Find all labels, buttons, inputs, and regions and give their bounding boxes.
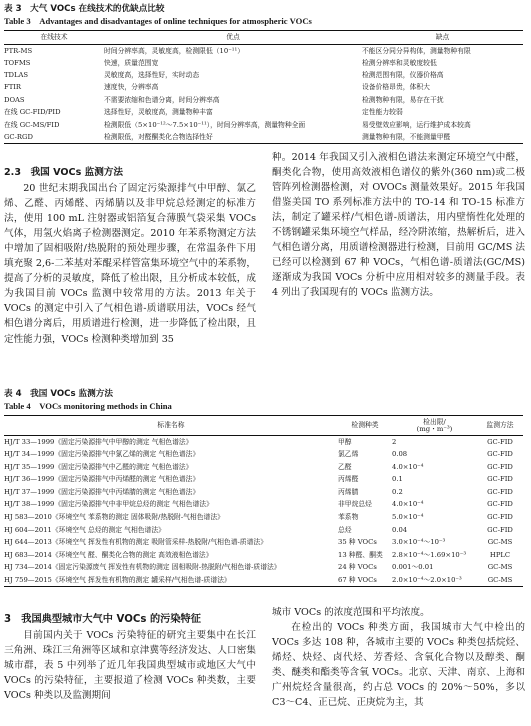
- table4-cell-detection-limit: 0.08: [392, 449, 408, 458]
- table4-row: [4, 473, 523, 486]
- table4-cell-method: GC-FID: [487, 512, 513, 521]
- table3-cell-technique: GC-RGD: [4, 131, 104, 143]
- table4-cell-species: 甲醇: [338, 437, 352, 446]
- table4-cell-detection-limit: 0.2: [392, 487, 403, 496]
- table3-cell-advantages: 灵敏度高，选择性好，实时动态: [104, 71, 200, 80]
- table3-cell-disadvantages: 检测范围有限，仪器价格高: [362, 71, 444, 80]
- section-2-3-continued-paragraph: 种。2014 年我国又引入液相色谱法来测定环境空气中醛，酮类化合物，使用高效液相色谱仪的紫外(360 nm)或二极管阵列检测器检测，对 OVOCs 测量效果好。2015 年我国借鉴美国 TO 系列标准方法中的 TO-14 和 TO-15 标准方法，制定了罐采样/气相色谱-质谱法，用内壁惰性化处理的不锈钢罐采集环境空气样品，经冷阱浓缩，热解析后，进入气相色谱分离，用质谱检测器进行检测，目前用 GC/MS 法已经可以检测到 67 种 VOCs，气相色谱-质谱法(GC/MS)逐渐成为我国 VOCs 分析中应用相对较多的测量手段。表 4 列出了我国现有的 VOCs 监测方法。: [272, 152, 525, 299]
- table4-cell-method: GC-MS: [477, 574, 523, 587]
- table4-cell-method: GC-FID: [487, 462, 513, 471]
- section-2-3-right-column: [272, 150, 525, 300]
- table4-cell-standard: HJ/T 35—1999《固定污染源排气中乙醛的测定 气相色谱法》: [4, 462, 193, 471]
- table3-row: [4, 45, 523, 57]
- table3-cell-technique: FTIR: [4, 83, 22, 92]
- section-3-left-column: [4, 628, 256, 703]
- table3: [4, 30, 523, 144]
- table4-cell-method: HPLC: [489, 550, 511, 559]
- section-2-3-heading: 2.3 我国 VOCs 监测方法: [4, 167, 123, 178]
- table4-cell-method: GC-FID: [487, 449, 513, 458]
- table3-cell-technique: PTR-MS: [4, 46, 33, 55]
- table4-cell-species: 苯系物: [338, 512, 359, 521]
- table4-row: [4, 461, 523, 474]
- table4-row: [4, 486, 523, 499]
- table3-cell-disadvantages: 检测分辨率和灵敏度较低: [362, 58, 437, 67]
- table4-header-method: 监测方法: [477, 416, 523, 436]
- table4-cell-standard: HJ 734—2014《固定污染源废气 挥发性有机物的测定 固相吸附-热脱附/气相色谱-质谱法》: [4, 563, 281, 572]
- table3-cell-disadvantages: 定性能力较弱: [362, 108, 403, 117]
- table4-cell-standard: HJ 759—2015《环境空气 挥发性有机物的测定 罐采样/气相色谱-质谱法》: [4, 574, 338, 587]
- table4-cell-detection-limit: 0.001～0.01: [392, 563, 434, 572]
- table4-cell-method: GC-FID: [487, 475, 513, 484]
- table3-cell-disadvantages: 易受壁效应影响，运行维护成本较高: [362, 120, 471, 129]
- table4-cell-species: 氯乙烯: [338, 449, 359, 458]
- table4-cell-species: 非甲烷总烃: [338, 500, 372, 509]
- table4-header-unit: (mg・m⁻³): [392, 426, 477, 436]
- table4-cell-detection-limit: 0.04: [392, 525, 408, 534]
- table3-cell-advantages: 时间分辨率高，灵敏度高，检测限低（10⁻¹¹）: [104, 46, 245, 55]
- table4-cell-method: GC-MS: [487, 538, 513, 547]
- table4-cell-standard: HJ/T 38—1999《固定污染源排气中非甲烷总烃的测定 气相色谱法》: [4, 500, 213, 509]
- table4-row: [4, 498, 523, 511]
- table3-header-technique: 在线技术: [4, 31, 104, 45]
- table4-cell-method: GC-MS: [487, 563, 513, 572]
- section-3-continued-paragraph: 城市 VOCs 的浓度范围和平均浓度。: [272, 607, 430, 618]
- table4-cell-detection-limit: 4.0×10⁻⁴: [392, 462, 424, 471]
- table4-caption-zh: 表 4 我国 VOCs 监测方法: [4, 389, 113, 399]
- table4-cell-detection-limit: 0.1: [392, 475, 403, 484]
- table4-cell-species: 67 种 VOCs: [338, 574, 392, 587]
- table3-row: [4, 82, 523, 94]
- section-3-right-column: [272, 605, 525, 710]
- table4-cell-standard: HJ/T 36—1999《固定污染源排气中丙烯醛的测定 气相色谱法》: [4, 475, 200, 484]
- table4-cell-species: 13 种醛、酮类: [338, 550, 383, 559]
- table4-cell-standard: HJ 683—2014《环境空气 醛、酮类化合物的测定 高效液相色谱法》: [4, 550, 213, 559]
- table4-cell-species: 总烃: [338, 525, 352, 534]
- section-2-3-paragraph: 20 世纪末期我国出台了固定污染源排气中甲醇、氯乙烯、乙醛、丙烯醛、丙烯腈以及非甲烷总烃测定的标准方法，使用 100 mL 注射器或铝箔复合薄膜气袋采集 VOCs 气体，用氢火焰离子检测器测定。2010 年苯系物测定方法中增加了固相吸附/热脱附的预处理步骤，在常温条件下用填充聚 2,6-二苯基对苯醌采样管富集环境空气中的苯系物，提高了分析的灵敏度，降低了检出限，且分析成本较低，成为我国目前 VOCs 监测中较常用的方法。2013 年关于 VOCs 的测定中引入了气相色谱-质谱联用法，VOCs 经气相色谱分离后，用质谱进行检测，进一步降低了检出限，且定性能力强，VOCs 检测种类增加到 35: [4, 183, 256, 345]
- table4-cell-detection-limit: 2.8×10⁻⁴～1.69×10⁻³: [392, 550, 467, 559]
- table4-header-detection-limit: 检出限/: [423, 417, 446, 426]
- table4-cell-detection-limit: 5.0×10⁻⁴: [392, 512, 424, 521]
- table3-cell-advantages: 速度快，分辨率高: [104, 83, 159, 92]
- table4-row: [4, 524, 523, 537]
- table3-header-disadvantages: 缺点: [362, 31, 523, 45]
- table3-cell-advantages: 检测限低，对醛酮类化合物选择性好: [104, 131, 362, 143]
- table4-cell-method: GC-FID: [487, 487, 513, 496]
- table3-cell-technique: TDLAS: [4, 71, 29, 80]
- table3-cell-disadvantages: 设备价格昂贵，体积大: [362, 83, 430, 92]
- table4-cell-standard: HJ/T 37—1999《固定污染源排气中丙烯腈的测定 气相色谱法》: [4, 487, 200, 496]
- table4-cell-method: GC-FID: [487, 500, 513, 509]
- table4-cell-standard: HJ/T 33—1999《固定污染源排气中甲醇的测定 气相色谱法》: [4, 437, 193, 446]
- section-3-paragraph-2: 在检出的 VOCs 种类方面，我国城市大气中检出的 VOCs 多达 108 种，各城市主要的 VOCs 种类包括烷烃、烯烃、炔烃、卤代烃、芳香烃、含氧化合物以及醇类、酮类、醚类和酯类等含氧 VOCs。北京、天津、南京、上海和广州烷烃含量很高，约占总 VOCs 的 20%～50%，多以 C3～C4、正已烷、正庚烷为主，其: [272, 622, 525, 709]
- table4-cell-standard: HJ 583—2010《环境空气 苯系物的测定 固体吸附/热脱附-气相色谱法》: [4, 512, 224, 521]
- table4-row: [4, 549, 523, 562]
- table4-cell-detection-limit: 4.0×10⁻⁴: [392, 500, 424, 509]
- table3-row: [4, 119, 523, 131]
- table3-header-advantages: 优点: [104, 31, 362, 45]
- table4-cell-species: 丙烯醛: [338, 475, 359, 484]
- table4-cell-species: 乙醛: [338, 462, 352, 471]
- table3-row: [4, 94, 523, 106]
- section-3-paragraph: 目前国内关于 VOCs 污染特征的研究主要集中在长江三角洲、珠江三角洲等区域和京津冀等经济发达、人口密集城市群，表 5 中列举了近几年我国典型城市或地区大气中 VOCs 的污染特征，主要报道了检测 VOCs 种类数，主要 VOCs 种类以及监测期间: [4, 630, 256, 702]
- table4-row: [4, 574, 523, 587]
- table4-cell-species: 丙烯腈: [338, 487, 359, 496]
- table4-cell-detection-limit: 2: [392, 437, 397, 446]
- section-2-3-left-column: [4, 165, 256, 347]
- table3-row: [4, 131, 523, 143]
- table3-cell-advantages: 选择性好，灵敏度高，测量物种丰富: [104, 108, 213, 117]
- table4-cell-method: GC-FID: [487, 525, 513, 534]
- table3-caption-en: Table 3 Advantages and disadvantages of online techniques for atmospheric VOCs: [4, 16, 312, 26]
- table3-cell-advantages: 不需要浓缩和色谱分离，时间分辨率高: [104, 95, 220, 104]
- table3-cell-technique: TOFMS: [4, 58, 31, 67]
- table4-row: [4, 436, 523, 449]
- table4-caption-en: Table 4 VOCs monitoring methods in China: [4, 401, 172, 411]
- table4-cell-method: GC-FID: [487, 437, 513, 446]
- table3-row: [4, 57, 523, 69]
- table4-header-species: 检测种类: [338, 416, 392, 436]
- table4-row: [4, 448, 523, 461]
- table4: [4, 415, 523, 587]
- table3-row: [4, 106, 523, 118]
- section-3-heading: 3 我国典型城市大气中 VOCs 的污染特征: [4, 614, 201, 625]
- table3-cell-disadvantages: 检测物种有限，易存在干扰: [362, 95, 444, 104]
- table3-cell-disadvantages: 测量物种有限，不能测量甲醛: [362, 131, 523, 143]
- table4-cell-species: 35 种 VOCs: [338, 538, 377, 547]
- table4-cell-detection-limit: 2.0×10⁻⁴～2.0×10⁻³: [392, 574, 477, 587]
- table4-cell-standard: HJ/T 34—1999《固定污染源排气中氯乙烯的测定 气相色谱法》: [4, 449, 200, 458]
- table4-cell-standard: HJ 604—2011《环境空气 总烃的测定 气相色谱法》: [4, 525, 165, 534]
- table4-row: [4, 511, 523, 524]
- table3-cell-technique: DOAS: [4, 95, 25, 104]
- table4-cell-species: 24 种 VOCs: [338, 563, 377, 572]
- table4-cell-detection-limit: 3.0×10⁻⁴～10⁻³: [392, 538, 446, 547]
- table3-cell-technique: 在线 GC-FID/PID: [4, 108, 61, 117]
- table3-cell-technique: 在线 GC-MS/FID: [4, 120, 60, 129]
- table3-cell-disadvantages: 不能区分同分异构体，测量物种有限: [362, 46, 471, 55]
- table4-row: [4, 561, 523, 574]
- table3-cell-advantages: 快速，质量范围宽: [104, 58, 159, 67]
- table4-header-standard: 标准名称: [4, 416, 338, 436]
- table3-cell-advantages: 检测限低（5×10⁻¹²～7.5×10⁻¹¹），时间分辨率高，测量物种全面: [104, 120, 306, 129]
- table3-caption-zh: 表 3 大气 VOCs 在线技术的优缺点比较: [4, 4, 165, 14]
- table4-cell-standard: HJ 644—2013《环境空气 挥发性有机物的测定 吸附管采样-热脱附/气相色谱-质谱法》: [4, 538, 267, 547]
- table4-row: [4, 536, 523, 549]
- table3-row: [4, 69, 523, 81]
